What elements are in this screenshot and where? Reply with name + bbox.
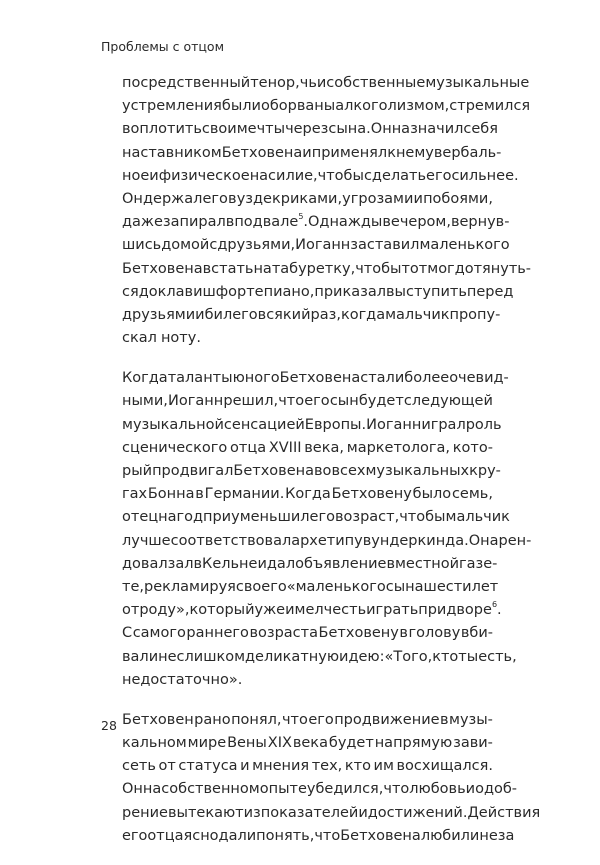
text-line: вали не слишком деликатную идею: «Того, кто ты есть, — [122, 648, 517, 665]
running-head: Проблемы с отцом — [101, 39, 225, 54]
text-line: лучше соответствовал архетипу вундеркинда. Он арен- — [122, 532, 532, 549]
text-line: музыкальной сенсацией Европы. Иоганн играл роль — [122, 416, 502, 433]
text-line: сценического отца XVIII века, маркетолога, кото- — [122, 439, 493, 456]
text-line: рый продвигал Бетховена во всех музыкальных кру- — [122, 463, 501, 479]
text-line: С самого раннего возраста Бетховену в голову вби- — [122, 625, 493, 642]
text-line: те, рекламируя своего «маленького сына шести лет — [122, 578, 499, 595]
text-line: от роду», который уже имел честь играть при дворе$^6$. — [122, 600, 502, 619]
text-line: ное и физическое насилие, чтобы сделать его сильнее. — [122, 167, 519, 184]
text-line: ными, Иоганн решил, что его сын будет следующей — [122, 393, 493, 410]
text-line: наставником Бетховена и применял к нему вербаль- — [122, 144, 502, 161]
text-line: сеть от статуса и мнения тех, кто им восхищался. — [122, 758, 493, 775]
text-line: воплотить свои мечты через сына. Он назначил себя — [122, 121, 498, 138]
text-line: даже запирал в подвале$^5$. Однажды вечером, вернув- — [122, 212, 510, 231]
text-line: устремления были оборваны алкоголизмом, стремился — [122, 98, 531, 115]
footnote-marker: 6 — [491, 600, 498, 610]
text-line: скал ноту. — [122, 330, 201, 347]
text-line: кальном мире Вены XIX века будет напрямую зави- — [122, 735, 493, 752]
body-text — [122, 72, 541, 865]
text-line: рение вытекают из показателей и достижений. Действия — [122, 804, 541, 821]
text-line: друзьями и бил его всякий раз, когда мальчик пропу- — [122, 306, 501, 323]
text-line: ся до клавиш фортепиано, приказал выступить перед — [122, 283, 514, 300]
text-line: Он на собственном опыте убедился, что любовь и одоб- — [122, 781, 518, 798]
text-line: посредственный тенор, чьи собственные музыкальные — [122, 75, 530, 91]
text-line: отец на год приуменьшил его возраст, чтобы мальчик — [122, 509, 510, 526]
paragraph — [122, 72, 532, 350]
footnote-marker: 5 — [298, 212, 304, 222]
text-line: Он держал его в узде криками, угрозами и побоями, — [122, 190, 493, 207]
text-line: шись домой с друзьями, Иоганн заставил маленького — [122, 237, 510, 254]
text-line: его отца ясно дали понять, что Бетховена любили не за — [122, 827, 515, 844]
text-line: Бетховена встать на табуретку, чтобы тот мог дотянуть- — [122, 260, 532, 277]
text-line: недостаточно». — [122, 671, 243, 688]
text-line: гах Бонна в Германии. Когда Бетховену было семь, — [122, 486, 493, 503]
paragraph — [122, 367, 532, 692]
text-line: Бетховен рано понял, что его продвижение в музы- — [122, 711, 493, 728]
text-line: Когда таланты юного Бетховена стали более очевид- — [122, 370, 509, 387]
page-number: 28 — [101, 718, 117, 733]
text-line: довал зал в Кельне и дал объявление в местной газе- — [122, 555, 498, 572]
paragraph — [122, 709, 541, 848]
